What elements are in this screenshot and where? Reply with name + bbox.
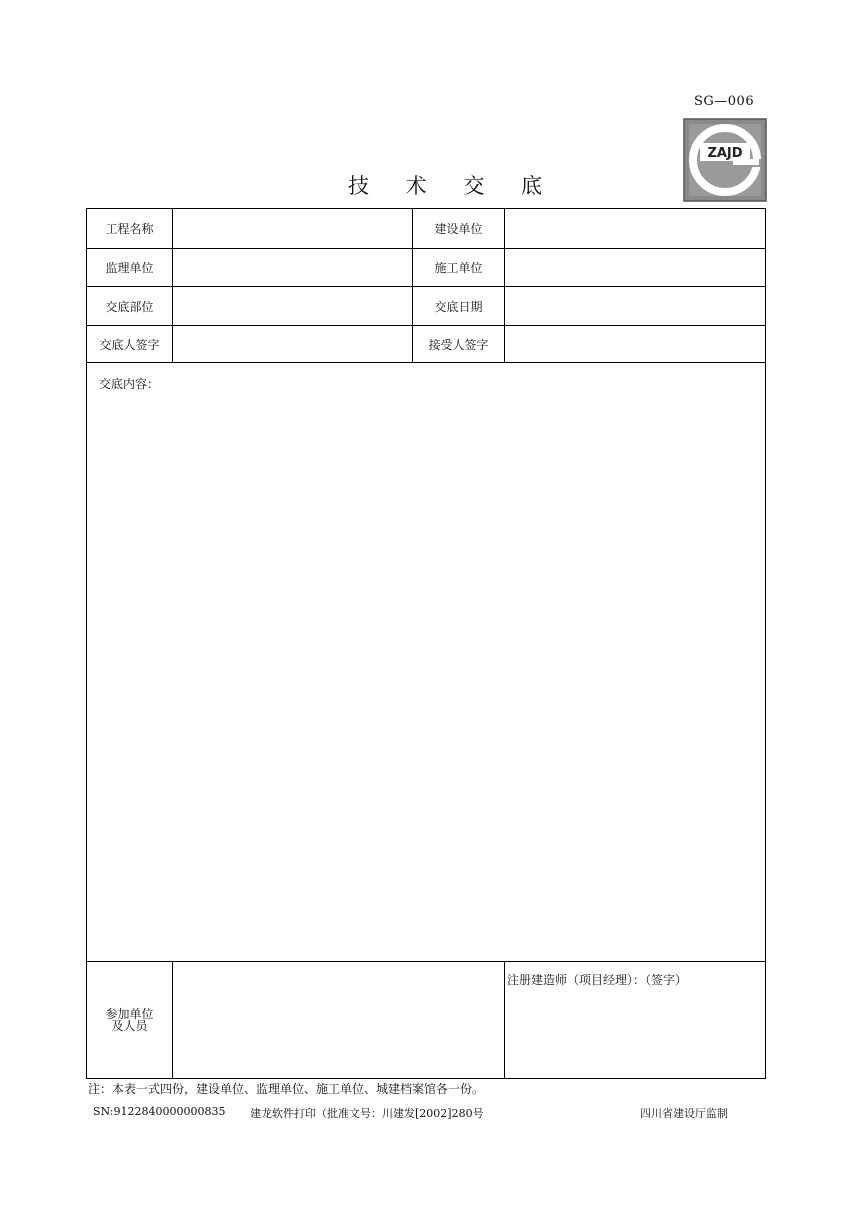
footnote: 注：本表一式四份，建设单位、监理单位、施工单位、城建档案馆各一份。 (88, 1082, 485, 1096)
disclosure-content-area[interactable] (87, 363, 766, 962)
project-name-field[interactable] (173, 209, 413, 249)
zajd-logo-icon (683, 118, 767, 202)
participants-label-line1: 参加单位 (105, 1007, 154, 1021)
participants-field[interactable] (173, 962, 505, 1079)
registered-constructor-label: 注册建造师（项目经理）：（签字） (507, 973, 688, 987)
registered-constructor-signature-field[interactable] (505, 962, 766, 1079)
page-title: 技 术 交 底 (348, 174, 558, 198)
participants-label-line2: 及人员 (111, 1019, 148, 1033)
discloser-signature-field[interactable] (173, 326, 413, 363)
disclosure-part-field[interactable] (173, 287, 413, 326)
project-name-label: 工程名称 (87, 209, 173, 249)
receiver-signature-label: 接受人签字 (413, 326, 505, 363)
construction-unit-field[interactable] (505, 209, 766, 249)
contractor-unit-label: 施工单位 (413, 249, 505, 287)
form-row (87, 209, 766, 249)
participants-row (87, 962, 766, 1079)
supervision-unit-field[interactable] (173, 249, 413, 287)
disclosure-part-label: 交底部位 (87, 287, 173, 326)
disclosure-date-label: 交底日期 (413, 287, 505, 326)
supervision-unit-label: 监理单位 (87, 249, 173, 287)
construction-unit-label: 建设单位 (413, 209, 505, 249)
discloser-signature-label: 交底人签字 (87, 326, 173, 363)
form-row (87, 249, 766, 287)
form-row (87, 326, 766, 363)
receiver-signature-field[interactable] (505, 326, 766, 363)
serial-number: SN:9122840000000835 (93, 1105, 226, 1118)
logo-text: ZAJD (707, 146, 743, 161)
supervisor-info: 四川省建设厅监制 (640, 1107, 728, 1120)
content-row (87, 363, 766, 962)
form-code: SG—006 (694, 94, 755, 109)
form-row (87, 287, 766, 326)
participants-label (87, 962, 173, 1079)
printer-info: 建龙软件打印（批准文号：川建发[2002]280号 (250, 1107, 484, 1120)
disclosure-content-label: 交底内容： (99, 377, 160, 391)
disclosure-date-field[interactable] (505, 287, 766, 326)
contractor-unit-field[interactable] (505, 249, 766, 287)
disclosure-form-table (86, 208, 766, 1079)
